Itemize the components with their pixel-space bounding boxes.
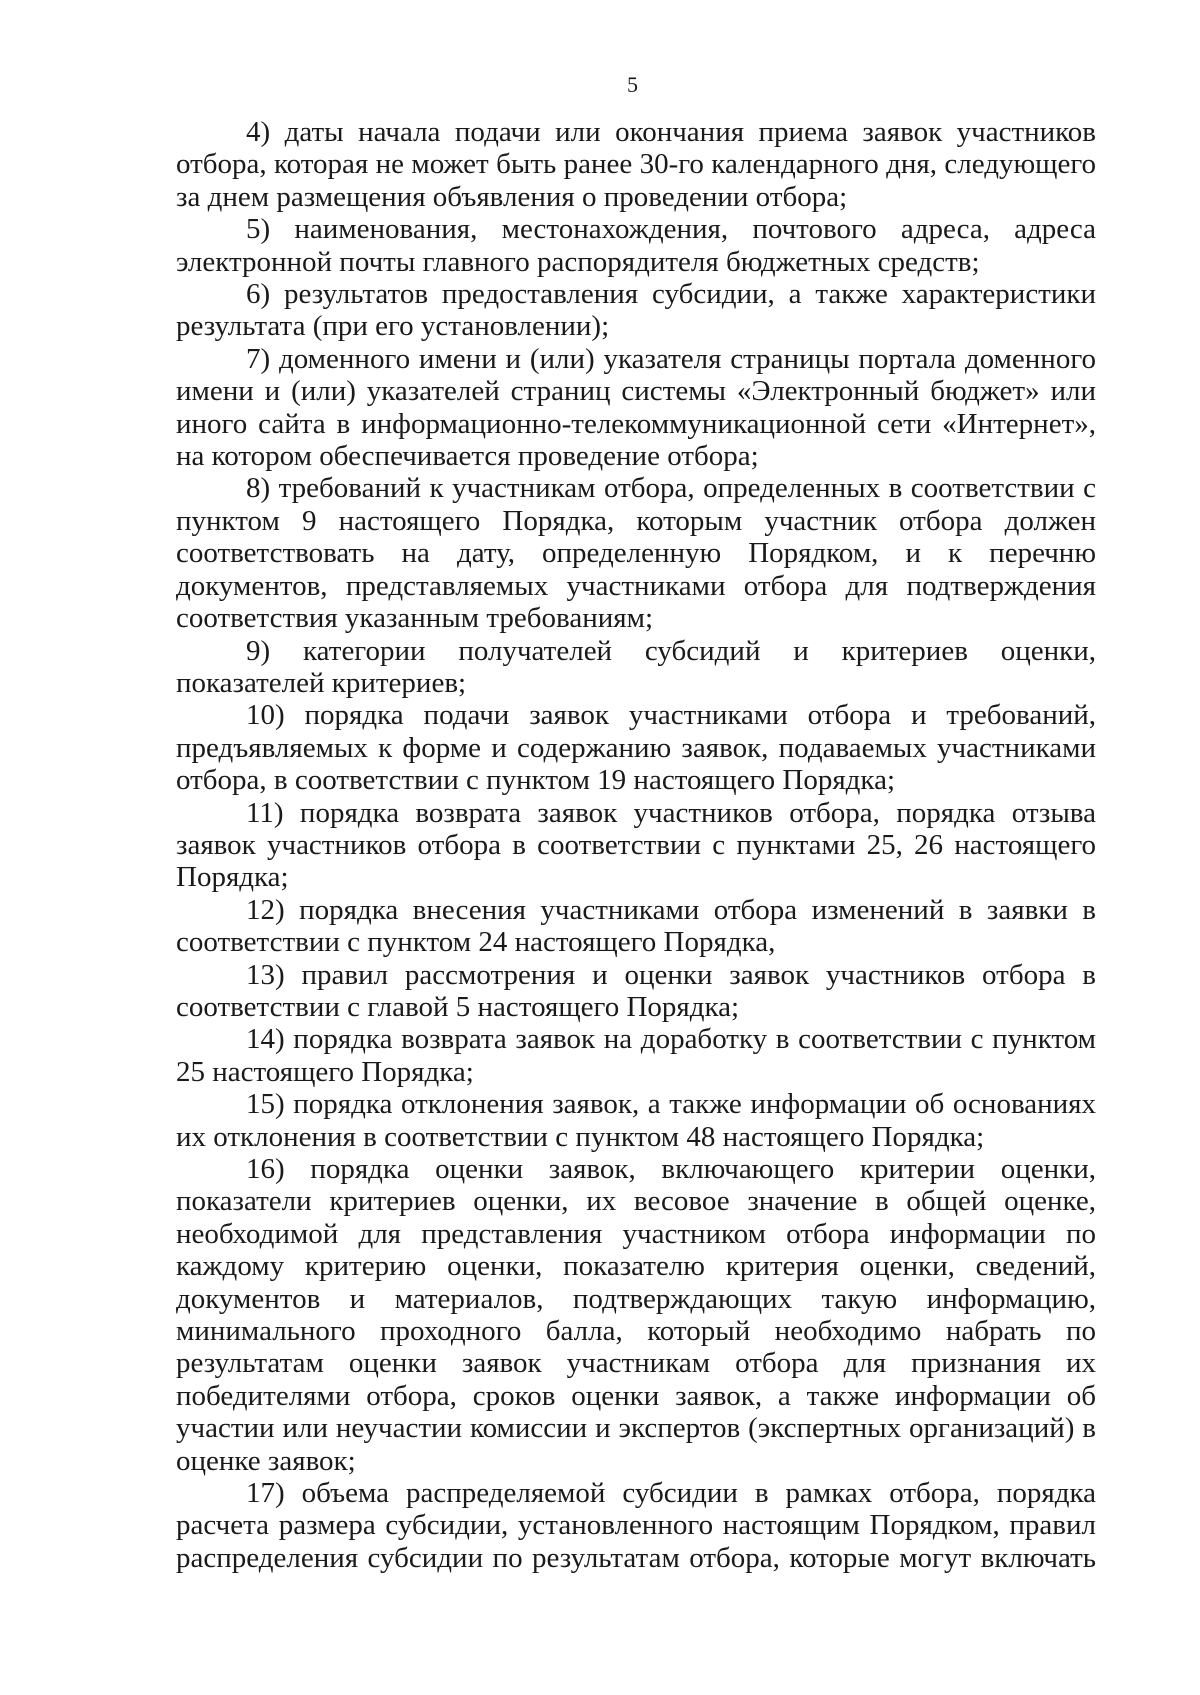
list-item-4: 4) даты начала подачи или окончания приема заявок участников отбора, которая не может быть ранее 30-го календарного дня, следующего за днем размещения объявления о проведении отбора; [176,116,1096,213]
page-number: 5 [627,72,638,97]
list-item-6: 6) результатов предоставления субсидии, а также характеристики результата (при его установлении); [176,278,1096,343]
list-item-9: 9) категории получателей субсидий и критериев оценки, показателей критериев; [176,634,1096,699]
list-item-11: 11) порядка возврата заявок участников отбора, порядка отзыва заявок участников отбора в соответствии с пунктами 25, 26 настоящего Порядка; [176,796,1096,894]
list-item-17: 17) объема распределяемой субсидии в рамках отбора, порядка расчета размера субсидии, установленного настоящим Порядком, правил распределения субсидии по результатам отбора, которые могут включать [176,1477,1096,1574]
list-item-10: 10) порядка подачи заявок участниками отбора и требований, предъявляемых к форме и содержанию заявок, подаваемых участниками отбора, в соответствии с пунктом 19 настоящего Порядка; [176,699,1096,797]
list-item-7: 7) доменного имени и (или) указателя страницы портала доменного имени и (или) указателей страниц системы «Электронный бюджет» или иного сайта в информационно-телекоммуникационной сети «Интернет», на котором обеспечивается проведение отбора; [176,342,1096,473]
list-item-16: 16) порядка оценки заявок, включающего критерии оценки, показатели критериев оценки, их весовое значение в общей оценке, необходимой для представления участником отбора информации по каждому критерию оценки, показателю критерия оценки, сведений, документов и материалов, подтверждающих такую информацию, минимального проходного балла, который необходимо набрать по результатам оценки заявок участникам отбора для признания их победителями отбора, сроков оценки заявок, а также информации об участии или неучастии комиссии и экспертов (экспертных организаций) в оценке заявок; [176,1153,1096,1477]
document-body [176,116,1096,1574]
list-item-5: 5) наименования, местонахождения, почтового адреса, адреса электронной почты главного распорядителя бюджетных средств; [176,213,1096,278]
list-item-13: 13) правил рассмотрения и оценки заявок участников отбора в соответствии с главой 5 настоящего Порядка; [176,958,1096,1023]
list-item-15: 15) порядка отклонения заявок, а также информации об основаниях их отклонения в соответствии с пунктом 48 настоящего Порядка; [176,1088,1096,1153]
list-item-8: 8) требований к участникам отбора, определенных в соответствии с пунктом 9 настоящего Порядка, которым участник отбора должен соответствовать на дату, определенную Порядком, и к перечню документов, представляемых участниками отбора для подтверждения соответствия указанным требованиям; [176,472,1096,635]
list-item-14: 14) порядка возврата заявок на доработку в соответствии с пунктом 25 настоящего Порядка; [176,1023,1096,1088]
list-item-12: 12) порядка внесения участниками отбора изменений в заявки в соответствии с пунктом 24 настоящего Порядка, [176,893,1096,959]
